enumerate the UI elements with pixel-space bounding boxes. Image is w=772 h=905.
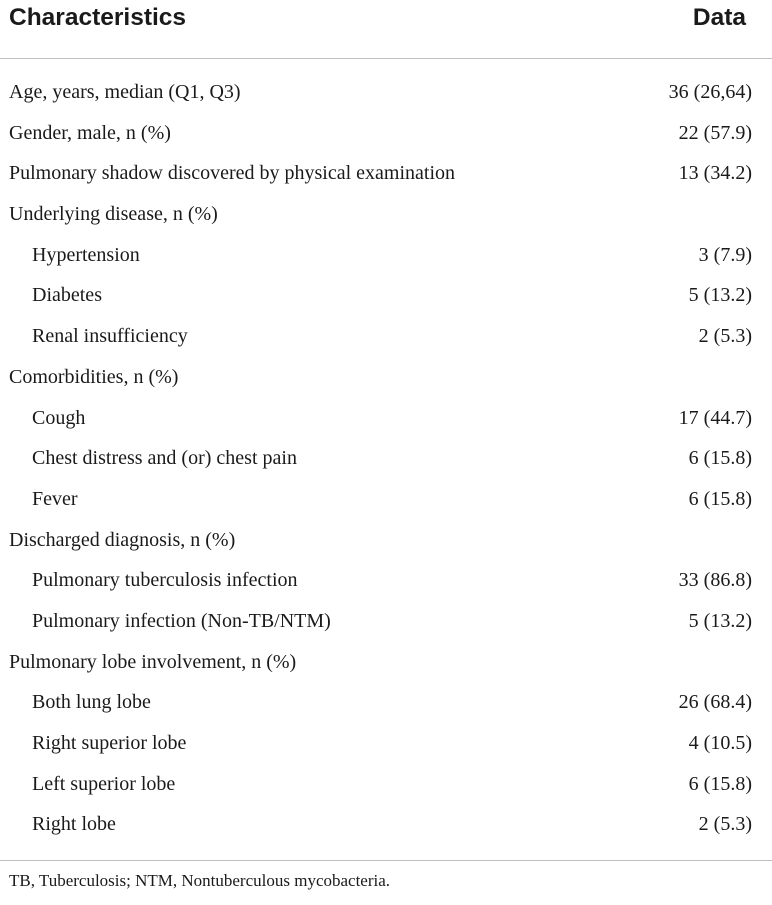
table-row xyxy=(0,72,772,113)
row-label: Chest distress and (or) chest pain xyxy=(32,447,297,470)
row-label: Comorbidities, n (%) xyxy=(9,365,179,388)
row-label: Renal insufficiency xyxy=(32,325,188,348)
table-row xyxy=(0,275,772,316)
table-header xyxy=(0,0,772,59)
table-row xyxy=(0,601,772,642)
row-value: 13 (34.2) xyxy=(678,162,752,185)
row-label: Fever xyxy=(32,487,78,510)
row-label: Underlying disease, n (%) xyxy=(9,203,218,226)
row-label: Diabetes xyxy=(32,284,102,307)
row-label: Pulmonary tuberculosis infection xyxy=(32,569,298,592)
row-value: 26 (68.4) xyxy=(678,691,752,714)
table-row xyxy=(0,682,772,723)
row-value: 33 (86.8) xyxy=(678,569,752,592)
header-data: Data xyxy=(692,4,746,31)
row-value: 22 (57.9) xyxy=(678,121,752,144)
row-value: 4 (10.5) xyxy=(688,732,752,754)
row-label: Right lobe xyxy=(32,813,116,836)
row-value: 17 (44.7) xyxy=(678,406,752,429)
row-label: Discharged diagnosis, n (%) xyxy=(9,528,236,551)
table-body xyxy=(0,72,772,845)
table-row xyxy=(0,560,772,601)
header-characteristics: Characteristics xyxy=(9,4,187,31)
row-label: Age, years, median (Q1, Q3) xyxy=(9,81,241,103)
row-value: 2 (5.3) xyxy=(698,325,752,348)
row-label: Cough xyxy=(32,406,86,429)
row-label: Both lung lobe xyxy=(32,691,151,714)
row-value: 36 (26,64) xyxy=(668,81,752,103)
row-label: Pulmonary shadow discovered by physical examination xyxy=(9,162,456,185)
table-row xyxy=(0,357,772,398)
row-label: Hypertension xyxy=(32,243,140,266)
table-row xyxy=(0,804,772,845)
table-row xyxy=(0,642,772,683)
row-value: 6 (15.8) xyxy=(688,772,752,795)
table-row xyxy=(0,723,772,764)
row-value: 5 (13.2) xyxy=(688,609,752,632)
row-label: Right superior lobe xyxy=(32,732,187,754)
footnote-divider xyxy=(0,860,772,861)
row-label: Left superior lobe xyxy=(32,772,176,795)
row-value: 6 (15.8) xyxy=(688,447,752,470)
row-value: 6 (15.8) xyxy=(688,487,752,510)
table-row xyxy=(0,316,772,357)
table-row xyxy=(0,479,772,520)
table-row xyxy=(0,438,772,479)
table-row xyxy=(0,153,772,194)
row-value: 3 (7.9) xyxy=(698,243,752,266)
row-label: Pulmonary lobe involvement, n (%) xyxy=(9,650,297,673)
table-row xyxy=(0,520,772,561)
table-row xyxy=(0,398,772,439)
row-value: 2 (5.3) xyxy=(698,813,752,836)
table-row xyxy=(0,113,772,154)
table-row xyxy=(0,194,772,235)
row-label: Gender, male, n (%) xyxy=(9,121,171,144)
table-footnote: TB, Tuberculosis; NTM, Nontuberculous mycobacteria. xyxy=(9,871,391,890)
table-row xyxy=(0,235,772,276)
row-label: Pulmonary infection (Non-TB/NTM) xyxy=(32,609,331,632)
table-row xyxy=(0,764,772,805)
row-value: 5 (13.2) xyxy=(688,284,752,307)
